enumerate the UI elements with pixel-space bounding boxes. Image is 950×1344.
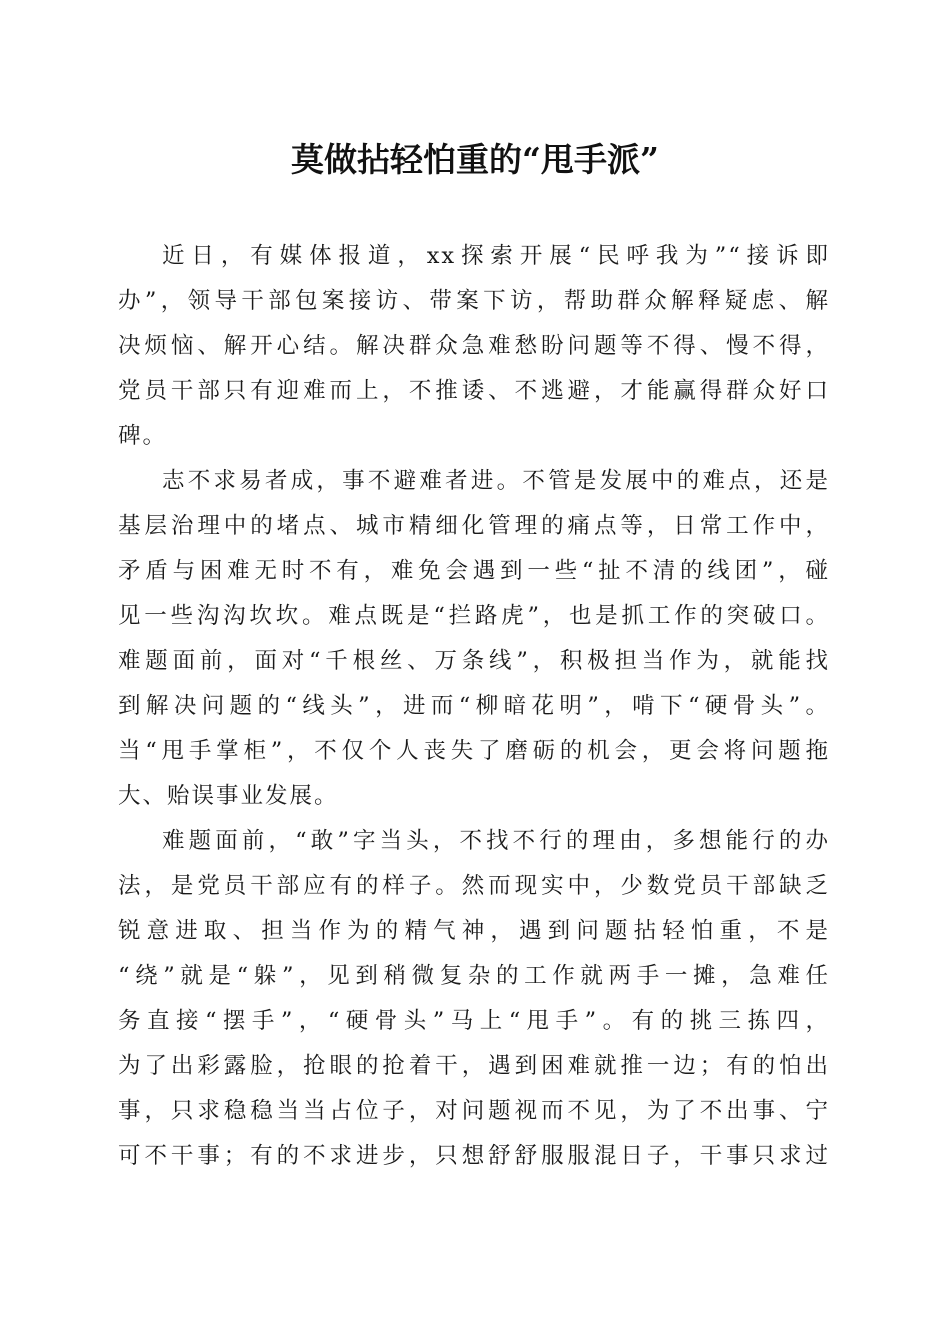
paragraph-line: 矛盾与困难无时不有，难免会遇到一些“扯不清的线团”，碰 — [118, 558, 830, 584]
paragraph-line: 碑。 — [118, 423, 168, 449]
paragraph-line: 办”，领导干部包案接访、带案下访，帮助群众解释疑虑、解 — [118, 288, 830, 314]
paragraph-line: 难题面前，“敢”字当头，不找不行的理由，多想能行的办 — [162, 828, 830, 854]
paragraph-line: 志不求易者成，事不避难者进。不管是发展中的难点，还是 — [162, 468, 830, 494]
paragraph-line: 为了出彩露脸，抢眼的抢着干，遇到困难就推一边；有的怕出 — [118, 1053, 830, 1079]
paragraph-line: 到解决问题的“线头”，进而“柳暗花明”，啃下“硬骨头”。 — [118, 693, 830, 719]
paragraph-line: 党员干部只有迎难而上，不推诿、不逃避，才能赢得群众好口 — [118, 378, 830, 404]
paragraph-line: 锐意进取、担当作为的精气神，遇到问题拈轻怕重，不是 — [118, 918, 830, 944]
paragraph-line: 基层治理中的堵点、城市精细化管理的痛点等，日常工作中， — [118, 513, 830, 539]
paragraph-2 — [118, 459, 830, 819]
paragraph-line: 务直接“摆手”，“硬骨头”马上“甩手”。有的挑三拣四， — [118, 1008, 830, 1034]
paragraph-line: 法，是党员干部应有的样子。然而现实中，少数党员干部缺乏 — [118, 873, 830, 899]
paragraph-line: 见一些沟沟坎坎。难点既是“拦路虎”，也是抓工作的突破口。 — [118, 603, 830, 629]
document-title: 莫做拈轻怕重的“甩手派” — [291, 140, 659, 179]
paragraph-line: 事，只求稳稳当当占位子，对问题视而不见，为了不出事、宁 — [118, 1098, 830, 1124]
paragraph-line: 决烦恼、解开心结。解决群众急难愁盼问题等不得、慢不得， — [118, 333, 830, 359]
document-body — [118, 234, 830, 1179]
paragraph-line: 当“甩手掌柜”，不仅个人丧失了磨砺的机会，更会将问题拖 — [118, 738, 830, 764]
paragraph-line: 近日，有媒体报道，xx探索开展“民呼我为”“接诉即 — [162, 243, 830, 269]
paragraph-line: 可不干事；有的不求进步，只想舒舒服服混日子，干事只求过 — [118, 1143, 830, 1169]
paragraph-line: “绕”就是“躲”，见到稍微复杂的工作就两手一摊，急难任 — [118, 963, 830, 989]
paragraph-1 — [118, 234, 830, 459]
paragraph-3 — [118, 819, 830, 1179]
paragraph-line: 大、贻误事业发展。 — [118, 783, 339, 809]
paragraph-line: 难题面前，面对“千根丝、万条线”，积极担当作为，就能找 — [118, 648, 830, 674]
